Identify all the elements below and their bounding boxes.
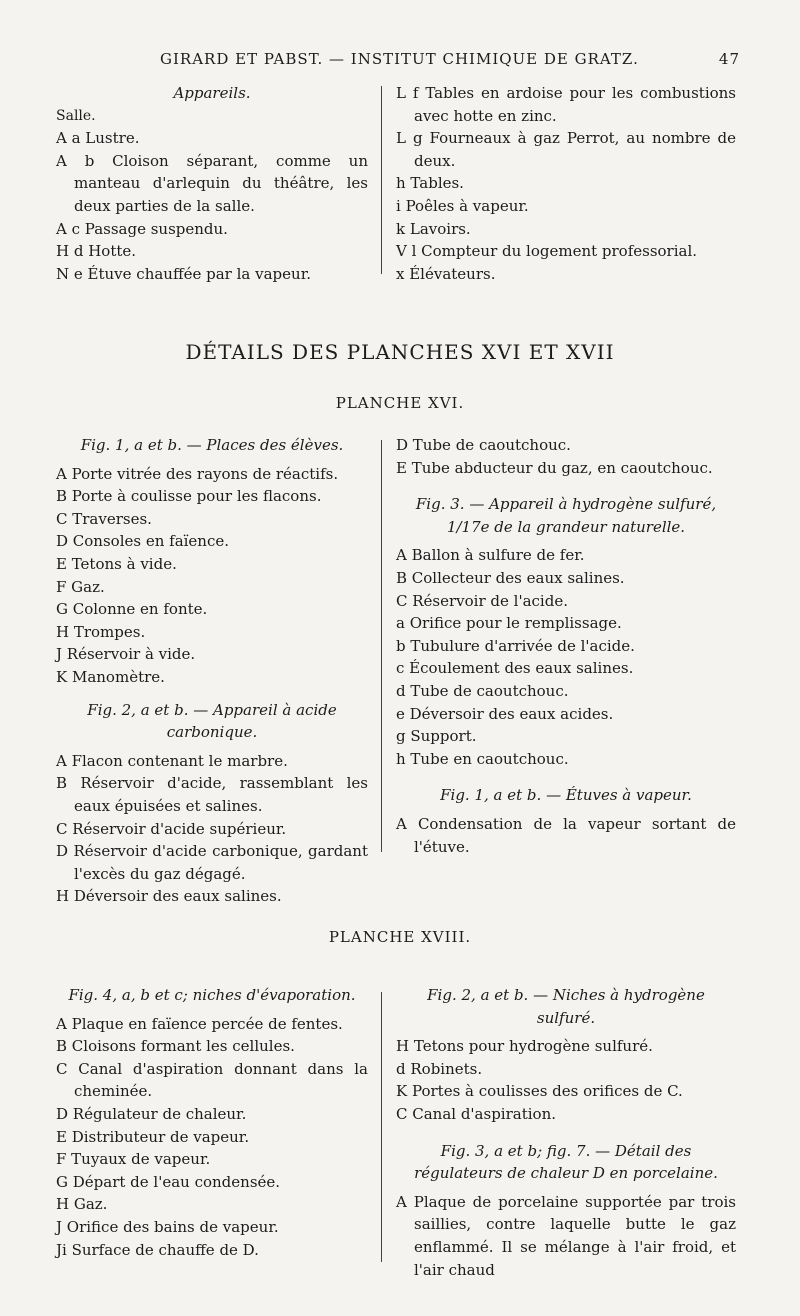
legend-item: F Tuyaux de vapeur.: [56, 1150, 211, 1169]
plate-18-title: PLANCHE XVIII.: [328, 928, 472, 946]
legend-item: b Tubulure d'arrivée de l'acide.: [396, 636, 635, 655]
figure-caption: Fig. 4, a, b et c; niches d'évaporation.: [68, 986, 356, 1004]
legend-item: N e Étuve chauffée par la vapeur.: [56, 264, 311, 283]
legend-item: d Robinets.: [396, 1059, 483, 1078]
plate-16-left-column: [56, 434, 368, 908]
legend-item: E Tetons à vide.: [56, 554, 177, 573]
legend-item: Ji Surface de chauffe de D.: [56, 1240, 259, 1259]
plate-18-left-column: [56, 984, 368, 1261]
legend-item: A c Passage suspendu.: [56, 219, 228, 238]
legend-item: B Porte à coulisse pour les flacons.: [56, 487, 322, 506]
legend-item: F Gaz.: [56, 577, 105, 596]
figure-caption: Fig. 1, a et b. — Places des élèves.: [80, 436, 344, 454]
legend-item: K Portes à coulisses des orifices de C.: [396, 1082, 683, 1101]
legend-item: C Canal d'aspiration.: [396, 1104, 556, 1123]
figure-caption: Fig. 2, a et b. — Appareil à acide carbonique.: [87, 700, 337, 742]
legend-item: A Condensation de la vapeur sortant de l'étuve.: [396, 814, 736, 856]
legend-item: L g Fourneaux à gaz Perrot, au nombre de deux.: [396, 129, 736, 170]
legend-item: E Distributeur de vapeur.: [56, 1127, 250, 1146]
legend-item: D Consoles en faïence.: [56, 532, 230, 551]
plate-16-right-column: [396, 434, 736, 858]
legend-item: H Tetons pour hydrogène sulfuré.: [396, 1037, 653, 1056]
legend-item: k Lavoirs.: [396, 219, 471, 238]
apparatus-heading: Appareils.: [173, 84, 251, 102]
top-left-column: [56, 82, 368, 285]
legend-item: H Trompes.: [56, 622, 146, 641]
legend-item: C Traverses.: [56, 509, 152, 528]
header-title: GIRARD ET PABST. — INSTITUT CHIMIQUE DE GRATZ.: [160, 50, 639, 68]
column-divider: [381, 86, 382, 274]
legend-item: A a Lustre.: [56, 129, 140, 148]
legend-item: C Réservoir d'acide supérieur.: [56, 819, 287, 838]
running-head: [160, 50, 740, 68]
legend-item: A Porte vitrée des rayons de réactifs.: [56, 464, 339, 483]
legend-item: h Tables.: [396, 174, 464, 193]
plate-18-right-column: [396, 984, 736, 1281]
legend-item: D Régulateur de chaleur.: [56, 1104, 247, 1123]
figure-caption: Fig. 1, a et b. — Étuves à vapeur.: [440, 786, 692, 805]
legend-item: V l Compteur du logement professorial.: [396, 242, 698, 261]
legend-item: J Réservoir à vide.: [56, 645, 196, 664]
legend-item: h Tube en caoutchouc.: [396, 749, 569, 768]
plate-16-title: PLANCHE XVI.: [335, 394, 465, 412]
legend-item: c Écoulement des eaux salines.: [396, 659, 634, 678]
top-right-column: [396, 82, 736, 285]
figure-caption: Fig. 3. — Appareil à hydrogène sulfuré, 1/17e de la grandeur naturelle.: [415, 495, 717, 536]
legend-item: D Tube de caoutchouc.: [396, 436, 571, 454]
legend-item: C Canal d'aspiration donnant dans la cheminée.: [56, 1059, 368, 1101]
figure-caption: Fig. 3, a et b; fig. 7. — Détail des régulateurs de chaleur D en porcelaine.: [414, 1141, 718, 1183]
legend-item: H Déversoir des eaux salines.: [56, 887, 282, 906]
legend-item: L f Tables en ardoise pour les combustions avec hotte en zinc.: [396, 84, 736, 125]
legend-item: i Poêles à vapeur.: [396, 196, 529, 215]
legend-item: B Collecteur des eaux salines.: [396, 568, 625, 587]
legend-item: E Tube abducteur du gaz, en caoutchouc.: [396, 458, 713, 477]
legend-item: A b Cloison séparant, comme un manteau d'arlequin du théâtre, les deux parties de la salle.: [56, 151, 368, 215]
column-divider: [381, 992, 382, 1262]
legend-item: x Élévateurs.: [396, 264, 496, 283]
legend-item: H Gaz.: [56, 1195, 108, 1214]
column-divider: [381, 440, 382, 852]
legend-item: g Support.: [396, 727, 477, 746]
legend-item: d Tube de caoutchouc.: [396, 681, 569, 700]
legend-item: C Réservoir de l'acide.: [396, 591, 568, 610]
legend-item: A Ballon à sulfure de fer.: [396, 546, 585, 565]
figure-caption: Fig. 2, a et b. — Niches à hydrogène sulfuré.: [427, 986, 705, 1027]
legend-item: e Déversoir des eaux acides.: [396, 704, 614, 723]
legend-item: J Orifice des bains de vapeur.: [56, 1217, 279, 1236]
section-title: DÉTAILS DES PLANCHES XVI ET XVII: [185, 340, 615, 364]
body-paragraph: A Plaque de porcelaine supportée par trois saillies, contre laquelle butte le gaz enflammé. Il se mélange à l'air froid, et l'air chaud: [396, 1192, 736, 1279]
legend-item: A Flacon contenant le marbre.: [56, 751, 288, 770]
legend-item: a Orifice pour le remplissage.: [396, 614, 622, 633]
legend-item: A Plaque en faïence percée de fentes.: [56, 1014, 343, 1033]
legend-item: G Colonne en fonte.: [56, 600, 208, 619]
page-number: 47: [718, 50, 740, 68]
legend-item: B Cloisons formant les cellules.: [56, 1037, 295, 1056]
legend-item: G Départ de l'eau condensée.: [56, 1172, 281, 1191]
legend-item: D Réservoir d'acide carbonique, gardant l'excès du gaz dégagé.: [56, 842, 368, 883]
room-subheading: Salle.: [56, 107, 96, 124]
legend-item: H d Hotte.: [56, 242, 137, 261]
legend-item: B Réservoir d'acide, rassemblant les eaux épuisées et salines.: [56, 774, 368, 815]
legend-item: K Manomètre.: [56, 667, 165, 686]
